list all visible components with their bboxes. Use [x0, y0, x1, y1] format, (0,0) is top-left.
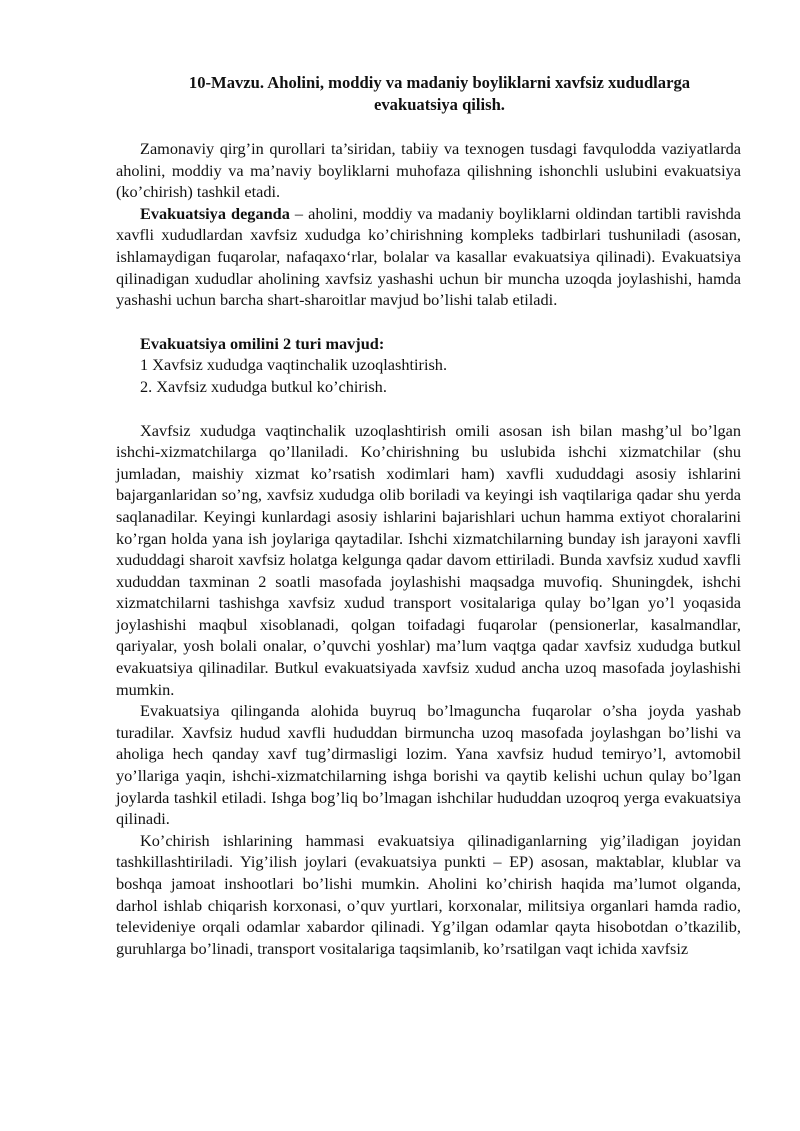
paragraph-safe-zone: Evakuatsiya qilinganda alohida buyruq bo’lmaguncha fuqarolar o’sha joyda yashab turadilar. Xavfsiz hudud xavfli hududdan birmuncha uzoq masofada joylashgan bo’lishi va aholiga hech qanday xavf tug’dirmasligi lozim. Yana xavfsiz hudud temiryo’l, avtomobil yo’llariga yaqin, ishchi-xizmatchilarning ishga borishi va qaytib kelishi uchun qulay bo’lgan joylarda tashkil etiladi. Ishga bog’liq bo’lmagan ishchilar hududdan uzoqroq yerga evakuatsiya qilinadi. — [116, 701, 741, 829]
spacer — [116, 398, 741, 420]
definition-text: – aholini, moddiy va madaniy boyliklarni oldindan tartibli ravishda xavfli xududlardan xavfsiz xududga ko’chirishning kompleks tadbirlari tushuniladi (asosan, ishlamaydigan fuqarolar, nafaqaxo‘rlar, bolalar va kasallar evakuatsiya qilinadi). Evakuatsiya qilinadigan xududlar aholining xavfsiz yashashi uchun bir muncha uzoqda joylashishi, hamda yashashi uchun barcha shart-sharoitlar mavjud bo’lishi talab etiladi. — [116, 203, 741, 310]
title-line-1: 10-Mavzu. Aholini, moddiy va madaniy boyliklarni xavfsiz xududlarga — [188, 73, 691, 92]
types-heading — [116, 333, 741, 355]
spacer — [116, 311, 741, 333]
paragraph-temporary-evacuation: Xavfsiz xududga vaqtinchalik uzoqlashtirish omili asosan ish bilan mashg’ul bo’lgan ishchi-xizmatchilarga qo’llaniladi. Ko’chirishning bu uslubida ishchi xizmatchilar (shu jumladan, maishiy xizmat ko’rsatish xodimlari ham) xavfli xududdagi asosiy ishlarini bajarganlaridan so’ng, xavfsiz xududga olib boriladi va keyingi ish vaqtilariga qadar shu yerda saqlanadilar. Keyingi kunlardagi asosiy ishlarini bajarishlari uchun hamma extiyot choralarini ko’rgan holda yana ish joylariga qaytadilar. Ishchi xizmatchilarning bunday ish jarayoni xavfli xududdagi sharoit xavfsiz holatga kelgunga qadar davom ettiriladi. Bunda xavfsiz xudud xavfli xududdan taxminan 2 soatli masofada joylashishi maqsadga muvofiq. Shuningdek, ishchi xizmatchilarni tashishga xavfsiz xudud transport vositalariga qulay bo’lgan yo’l yoqasida joylashishi maqbul xisoblanadi, qolgan toifadagi fuqarolar (pensionerlar, kasalmandlar, qariyalar, yosh bolali onalar, o’quvchi yoshlar) ma’lum vaqtga qadar xavfsiz xududga butkul evakuatsiya qilinadilar. Butkul evakuatsiyada xavfsiz xudud ancha uzoq masofada joylashishi mumkin. — [116, 420, 741, 699]
title-line-2: evakuatsiya qilish. — [374, 95, 505, 114]
paragraph-definition — [116, 203, 741, 311]
document-page — [116, 72, 741, 959]
paragraph-organization: Ko’chirish ishlarining hammasi evakuatsiya qilinadiganlarning yig’iladigan joyidan tashkillashtiriladi. Yig’ilish joylari (evakuatsiya punkti – EP) asosan, maktablar, klublar va boshqa jamoat inshootlari bo’lishi mumkin. Aholini ko’chirish haqida ma’lumot olganda, darhol ishlab chiqarish korxonasi, o’quv yurtlari, korxonalar, militsiya organlari hamda radio, televideniye orqali odamlar xabardor qilinadi. Yg’ilgan odamlar qayta hisobotdan o’tkazilib, guruhlarga bo’linadi, transport vositalariga taqsimlanib, ko’rsatilgan vaqt ichida xavfsiz — [116, 830, 741, 958]
list-item-type-2: 2. Xavfsiz xududga butkul ko’chirish. — [140, 376, 387, 396]
types-heading-text: Evakuatsiya omilini 2 turi mavjud: — [140, 333, 385, 353]
paragraph-intro: Zamonaviy qirg’in qurollari ta’siridan, tabiiy va texnogen tusdagi favqulodda vaziyatlarda aholini, moddiy va ma’naviy boyliklarni muhofaza qilishning ishonchli uslubini evakuatsiya (ko’chirish) tashkil etadi. — [116, 139, 741, 202]
document-title — [116, 72, 741, 116]
definition-term: Evakuatsiya deganda — [140, 203, 290, 223]
list-item-type-1: 1 Xavfsiz xududga vaqtinchalik uzoqlashtirish. — [140, 355, 448, 375]
